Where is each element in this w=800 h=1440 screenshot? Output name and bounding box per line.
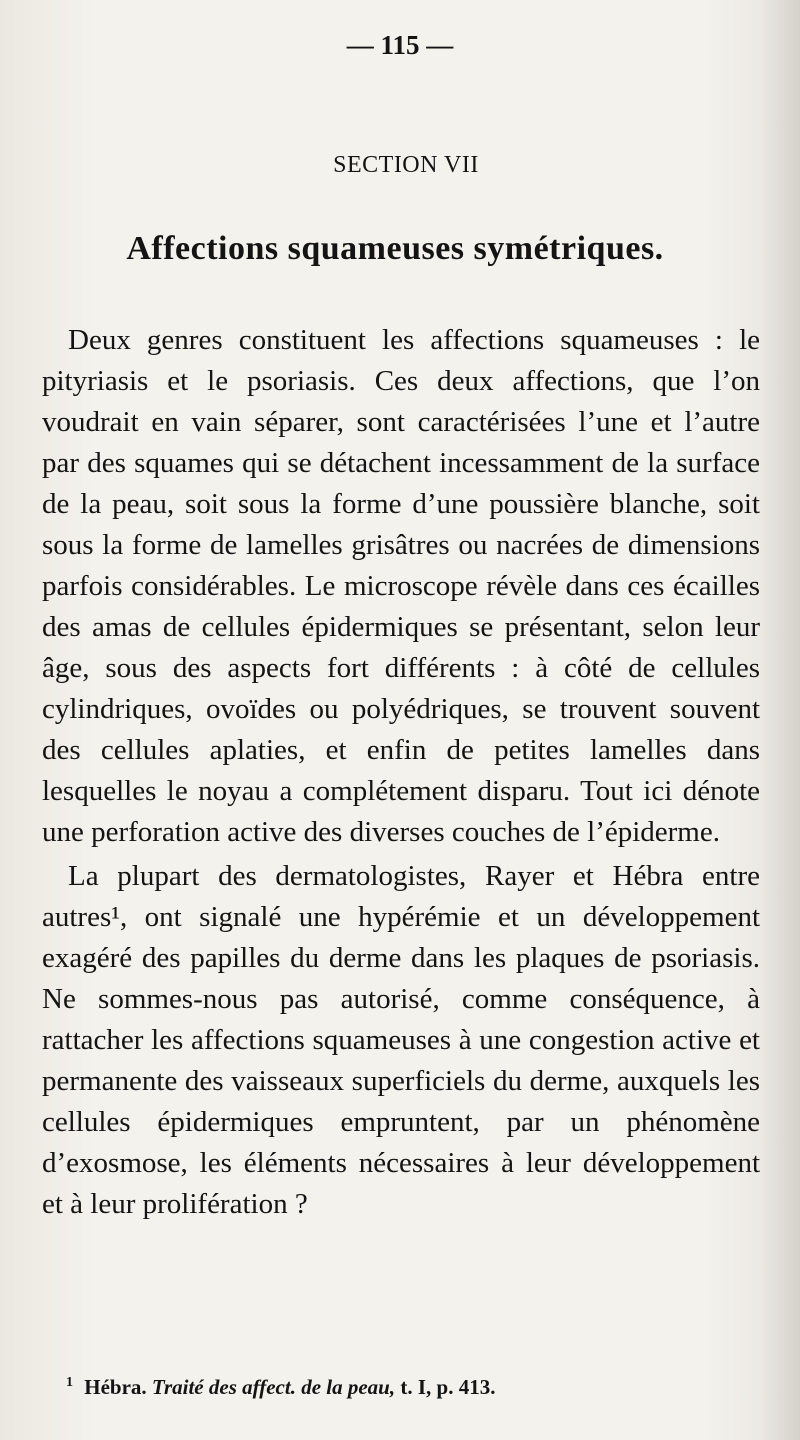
footnote-reference: t. I, p. 413. <box>400 1375 496 1399</box>
footnote-marker: 1 <box>66 1375 73 1390</box>
page-edge-shadow <box>760 0 800 1440</box>
paragraph-2: La plupart des dermatologistes, Rayer et Hébra entre autres¹, ont signalé une hypérémie et un développement exagéré des papilles du derme dans les plaques de psoriasis. Ne sommes-nous pas autorisé, comme conséquence, à rattacher les affections squameuses à une congestion active et permanente des vaisseaux superficiels du derme, auxquels les cellules épidermiques empruntent, par un phénomène d’exosmose, les éléments nécessaires à leur développement et à leur prolifération ? <box>42 860 760 1220</box>
footnote <box>66 1375 766 1400</box>
footnote-title: Traité des affect. de la peau, <box>151 1375 396 1399</box>
section-heading: SECTION VII <box>333 152 479 178</box>
paragraph-1: Deux genres constituent les affections squameuses : le pityriasis et le psoriasis. Ces deux affections, que l’on voudrait en vain séparer, sont caractérisées l’une et l’autre par des squames qui se détachent incessamment de la surface de la peau, soit sous la forme d’une poussière blanche, soit sous la forme de lamelles grisâtres ou nacrées de dimensions parfois considérables. Le microscope révèle dans ces écailles des amas de cellules épidermiques se présentant, selon leur âge, sous des aspects fort différents : à côté de cellules cylindriques, ovoïdes ou polyédriques, se trouvent souvent des cellules aplaties, et enfin de petites lamelles dans lesquelles le noyau a complétement disparu. Tout ici dénote une perforation active des diverses couches de l’épiderme. <box>42 324 760 848</box>
body-text <box>42 320 760 1225</box>
chapter-title: Affections squameuses symétriques. <box>126 230 664 267</box>
page-number: — 115 — <box>346 30 454 60</box>
footnote-author: Hébra. <box>84 1375 147 1399</box>
